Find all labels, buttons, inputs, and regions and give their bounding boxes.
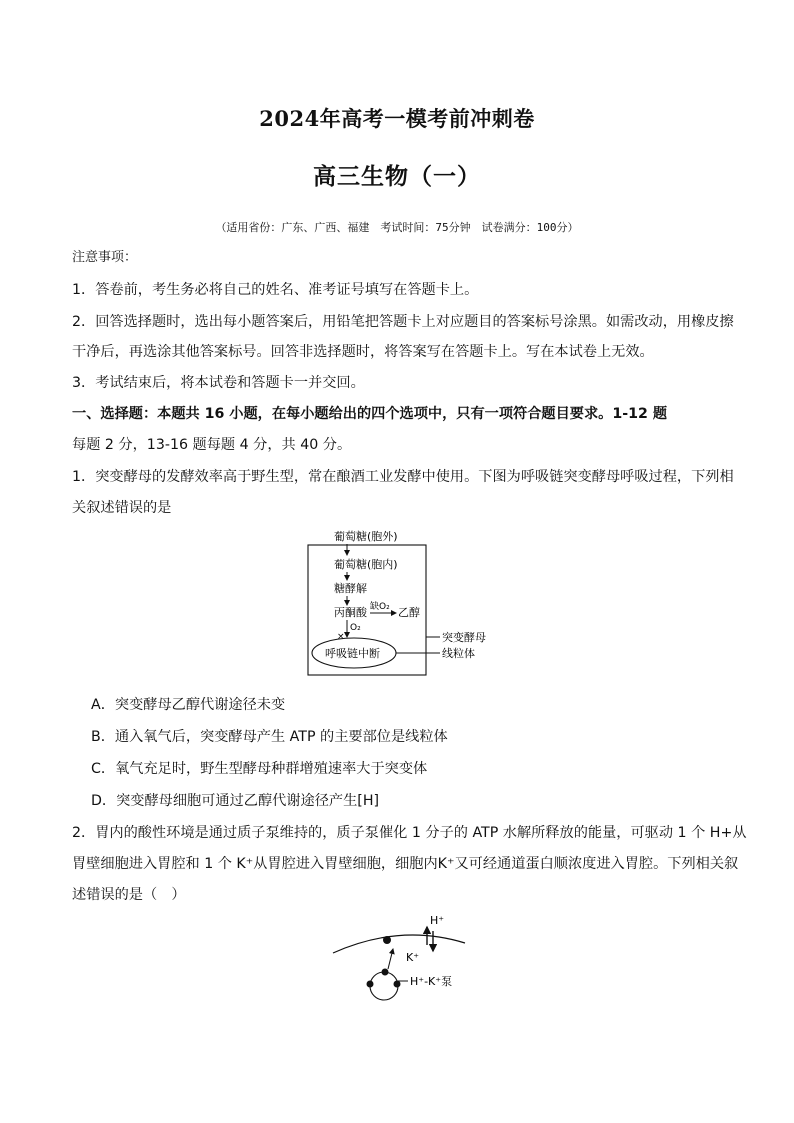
q2-stem-line-1: 2．胃内的酸性环境是通过质子泵维持的，质子泵催化 1 分子的 ATP 水解所释放的能量，可驱动 1 个 H+从 [72, 825, 747, 841]
k-ion-label: K⁺ [406, 951, 420, 964]
pump-dot [367, 981, 374, 988]
exam-title: 2024年高考一模考前冲刺卷 [259, 106, 535, 131]
q1-stem-line-2: 关叙述错误的是 [72, 500, 172, 516]
oxygen-label: O₂ [350, 623, 361, 633]
pump-dot [383, 936, 391, 944]
pump-dot [394, 981, 401, 988]
glucose-outside-label: 葡萄糖(胞外) [334, 530, 398, 543]
exam-subtitle: 高三生物（一） [313, 163, 481, 190]
q1-respiration-diagram [300, 525, 510, 680]
q2-stem-line-2: 胃壁细胞进入胃腔和 1 个 K⁺从胃腔进入胃壁细胞，细胞内K⁺又可经通道蛋白顺浓度进入胃腔。下列相关叙 [72, 856, 739, 872]
note-item-2-line-2: 干净后，再选涂其他答案标号。回答非选择题时，将答案写在答题卡上。写在本试卷上无效。 [72, 344, 654, 360]
mutant-yeast-label: 突变酵母 [442, 631, 486, 644]
blocked-x-mark: × [337, 632, 345, 642]
cell-membrane-curve [333, 935, 465, 953]
exam-info: （适用省份：广东、广西、福建 考试时间：75分钟 试卷满分：100分） [215, 221, 579, 234]
q2-stem-line-3: 述错误的是（ ） [72, 887, 186, 903]
glycolysis-label: 糖酵解 [334, 582, 367, 595]
ethanol-label: 乙醇 [398, 606, 420, 619]
q1-stem-line-1: 1．突变酵母的发酵效率高于野生型，常在酿酒工业发酵中使用。下图为呼吸链突变酵母呼吸过程，下列相 [72, 469, 734, 485]
q1-option-b: B．通入氧气后，突变酵母产生 ATP 的主要部位是线粒体 [91, 729, 448, 745]
lack-oxygen-label: 缺O₂ [370, 602, 390, 612]
glucose-inside-label: 葡萄糖(胞内) [334, 558, 398, 571]
pump-cycle-loop [370, 972, 398, 1000]
mitochondrion-label: 线粒体 [442, 647, 475, 660]
note-item-2-line-1: 2．回答选择题时，选出每小题答案后，用铅笔把答题卡上对应题目的答案标号涂黑。如需改动，用橡皮擦 [72, 314, 734, 330]
pump-dot [382, 969, 389, 976]
note-item-1: 1．答卷前，考生务必将自己的姓名、准考证号填写在答题卡上。 [72, 282, 479, 298]
proton-pump-label: H⁺-K⁺泵 [410, 975, 453, 988]
q1-option-a: A．突变酵母乙醇代谢途径未变 [91, 697, 286, 713]
notes-heading: 注意事项： [72, 250, 138, 265]
pyruvate-label: 丙酮酸 [334, 606, 367, 619]
q1-option-d: D．突变酵母细胞可通过乙醇代谢途径产生[H] [91, 793, 380, 809]
q1-option-c: C．氧气充足时，野生型酵母种群增殖速率大于突变体 [91, 761, 428, 777]
section-1-heading-line-2: 每题 2 分，13-16 题每题 4 分，共 40 分。 [72, 437, 352, 453]
note-item-3: 3．考试结束后，将本试卷和答题卡一并交回。 [72, 375, 365, 391]
h-ion-label: H⁺ [430, 914, 445, 927]
q2-proton-pump-diagram [330, 905, 470, 1010]
section-1-heading-line-1: 一、选择题：本题共 16 小题，在每小题给出的四个选项中，只有一项符合题目要求。1-12 题 [72, 406, 668, 422]
chain-break-label: 呼吸链中断 [325, 647, 380, 660]
